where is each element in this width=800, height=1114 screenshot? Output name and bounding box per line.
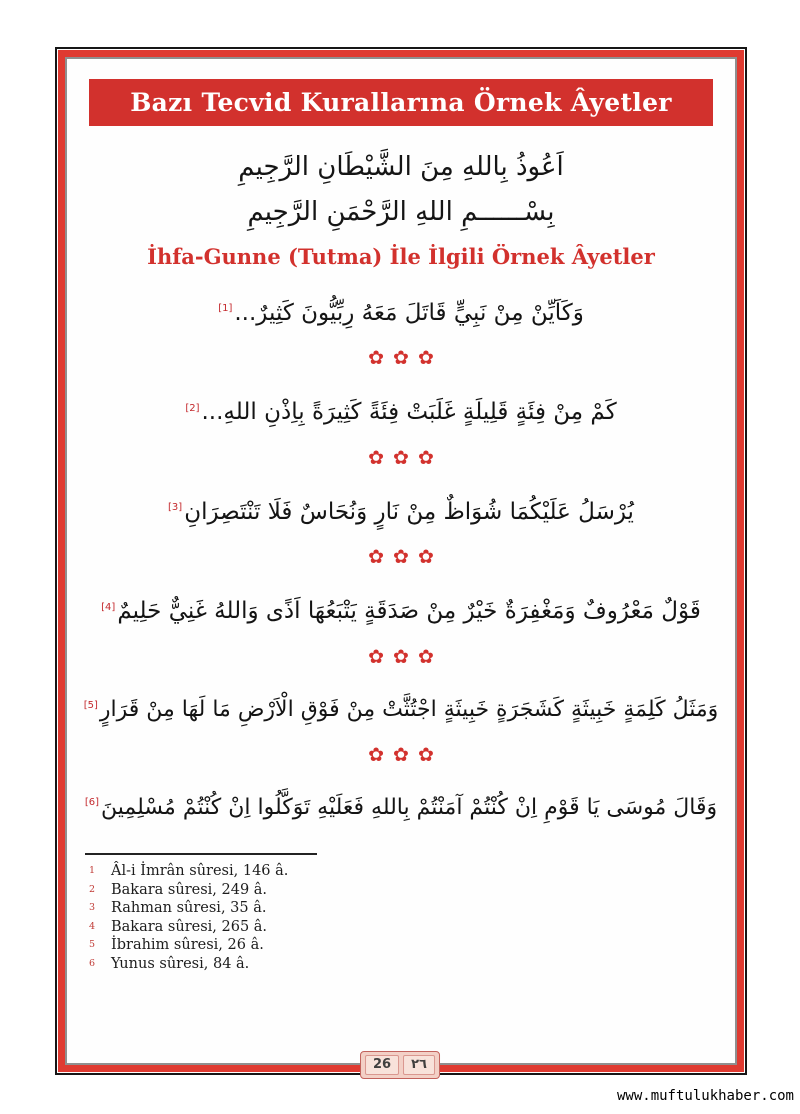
page-content-area <box>65 57 737 1065</box>
verse-line-5 <box>81 690 721 731</box>
verse-line-4 <box>81 590 721 633</box>
footnote-text: Bakara sûresi, 265 â. <box>111 918 268 935</box>
footnote-number: 3 <box>89 902 96 914</box>
section-title-banner <box>89 79 713 126</box>
footnote-rule <box>85 853 317 855</box>
footnote-text: İbrahim sûresi, 26 â. <box>111 937 264 954</box>
verse-text: وَقَالَ مُوسَى يَا قَوْمِ اِنْ كُنْتُمْ آمَنْتُمْ بِاللهِ فَعَلَيْهِ تَوَكَّلُوا اِنْ كُنْتُمْ مُسْلِمِينَ <box>101 794 718 820</box>
verse-line-6 <box>81 788 721 829</box>
red-border-band <box>58 50 744 1072</box>
footnote-text: Âl-i İmrân sûresi, 146 â. <box>111 863 289 880</box>
footnote-marker: [5] <box>83 699 98 711</box>
footnote-number: 4 <box>89 920 96 932</box>
verse-line-1 <box>81 292 721 335</box>
footnote-3 <box>81 899 721 918</box>
verse-line-2 <box>81 391 721 434</box>
istiaze-line: اَعُوذُ بِاللهِ مِنَ الشَّيْطَانِ الرَّجِيمِ <box>238 152 564 182</box>
footnote-1 <box>81 862 721 881</box>
verse-text: يُرْسَلُ عَلَيْكُمَا شُوَاظٌ مِنْ نَارٍ وَنُحَاسٌ فَلَا تَنْتَصِرَانِ <box>184 498 634 525</box>
besmele-line: بِسْــــــمِ اللهِ الرَّحْمَنِ الرَّجِيمِ <box>247 196 555 227</box>
footnote-5 <box>81 936 721 955</box>
subsection-title: İhfa-Gunne (Tutma) İle İlgili Örnek Âyetler <box>147 243 655 269</box>
footnote-marker: [2] <box>185 402 200 414</box>
footnote-marker: [6] <box>84 797 100 809</box>
footnote-number: 2 <box>89 883 96 895</box>
footnote-text: Rahman sûresi, 35 â. <box>111 900 267 917</box>
footnote-text: Yunus sûresi, 84 â. <box>111 955 250 972</box>
page-number-box <box>360 1051 440 1079</box>
verse-text: كَمْ مِنْ فِئَةٍ قَلِيلَةٍ غَلَبَتْ فِئَةً كَثِيرَةً بِاِذْنِ اللهِ... <box>201 399 617 426</box>
page-border-frame <box>55 47 747 1075</box>
page-number-latin: 26 <box>365 1055 399 1075</box>
rosette-divider-icon: ✿✿✿ <box>368 546 443 569</box>
footnote-number: 1 <box>89 865 96 877</box>
footnote-6 <box>81 955 721 974</box>
footnote-marker: [4] <box>101 601 116 613</box>
rosette-divider-icon: ✿✿✿ <box>368 347 443 370</box>
footnote-2 <box>81 881 721 900</box>
footnote-number: 5 <box>89 939 96 951</box>
rosette-divider-icon: ✿✿✿ <box>368 446 443 469</box>
watermark: www.muftulukhaber.com <box>616 1088 794 1104</box>
footnote-text: Bakara sûresi, 249 â. <box>111 881 268 898</box>
page-number-arabic: ٢٦ <box>403 1055 435 1075</box>
rosette-divider-icon: ✿✿✿ <box>368 645 443 668</box>
verse-line-3 <box>81 491 721 534</box>
footnote-number: 6 <box>89 957 96 969</box>
footnote-marker: [3] <box>168 502 183 514</box>
footnote-marker: [1] <box>218 303 233 315</box>
verse-text: وَمَثَلُ كَلِمَةٍ خَبِيثَةٍ كَشَجَرَةٍ خَبِيثَةٍ اجْتُثَّتْ مِنْ فَوْقِ الْاَرْضِ مَا لَهَا مِنْ قَرَارٍ <box>99 696 719 722</box>
rosette-divider-icon: ✿✿✿ <box>368 743 443 766</box>
verse-text: قَوْلٌ مَعْرُوفٌ وَمَغْفِرَةٌ خَيْرٌ مِنْ صَدَقَةٍ يَتْبَعُهَا اَذًى وَاللهُ غَنِيٌّ حَلِيمٌ <box>117 598 701 625</box>
section-title: Bazı Tecvid Kurallarına Örnek Âyetler <box>130 88 672 117</box>
verse-text: وَكَاَيِّنْ مِنْ نَبِيٍّ قَاتَلَ مَعَهُ رِبِّيُّونَ كَثِيرٌ... <box>234 299 584 326</box>
footnote-4 <box>81 918 721 937</box>
